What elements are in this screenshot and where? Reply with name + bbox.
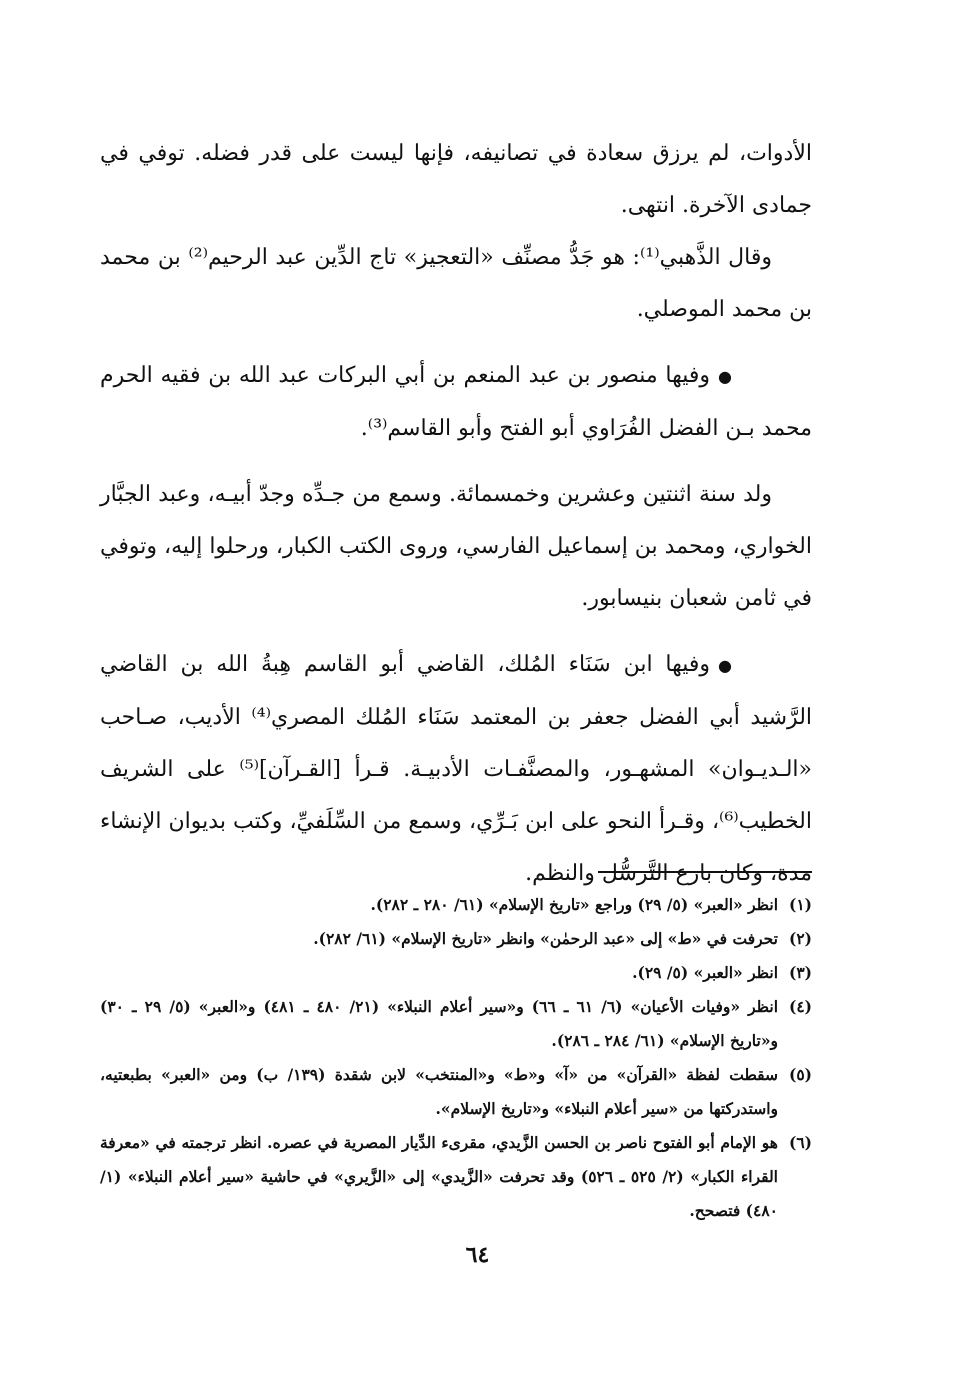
bullet-icon: ● <box>718 367 732 386</box>
paragraph-entry-ibn-sana-text: وفيها ابن سَنَاء المُلك، القاضي أبو القاسم هِبةُ الله بن القاضي الرَّشيد أبي الفضل جعفر بن المعتمد سَنَاء المُلك المصري⁽⁴⁾ الأديب، صـاحب «الـديـوان» المشهـور، والمصنَّفـات الأدبيـة. قـرأ [القـرآن]⁽⁵⁾ على الشريف الخطيب⁽⁶⁾، وقـرأ النحو على ابن بَـرِّي، وسمع من السِّلَفيِّ، وكتب بديوان الإنشاء مدة، وكان بارع التَّرسُّل والنظم. <box>100 652 813 886</box>
footnote-item <box>100 888 812 922</box>
paragraph-entry-mansur <box>100 350 812 455</box>
footnote-text: انظر «العبر» (٥/ ٢٩) وراجع «تاريخ الإسلام» (٦١/ ٢٨٠ ـ ٢٨٢). <box>370 895 778 914</box>
paragraph-continuation: الأدوات، لم يرزق سعادة في تصانيفه، فإنها ليست على قدر فضله. توفي في جمادى الآخرة. انتهى. <box>100 141 812 218</box>
footnote-text: تحرفت في «ط» إلى «عبد الرحمٰن» وانظر «تاريخ الإسلام» (٦١/ ٢٨٢). <box>313 929 778 948</box>
footnote-item <box>100 922 812 956</box>
footnote-number: (٣) <box>788 963 812 982</box>
footnote-text: سقطت لفظة «القرآن» من «آ» و«ط» و«المنتخب» لابن شقدة (١٣٩/ ب) ومن «العبر» بطبعتيه، واستدركتها من «سير أعلام النبلاء» و«تاريخ الإسلام». <box>100 1065 778 1118</box>
paragraph-entry-mansur-text: وفيها منصور بن عبد المنعم بن أبي البركات عبد الله بن فقيه الحرم محمد بـن الفضل الفُرَاوي أبو الفتح وأبو القاسم⁽³⁾. <box>100 363 812 441</box>
footnote-item <box>100 1058 812 1126</box>
paragraph-birth-details: ولد سنة اثنتين وعشرين وخمسمائة. وسمع من جـدِّه وجدّ أبيـه، وعبد الجبَّار الخواري، ومحمد بن إسماعيل الفارسي، وروى الكتب الكبار، ورحلوا إليه، وتوفي في ثامن شعبان بنيسابور. <box>100 482 812 611</box>
footnote-number: (١) <box>788 895 812 914</box>
footnote-number: (٢) <box>788 929 812 948</box>
footnotes-block <box>100 888 812 1228</box>
paragraph-entry-ibn-sana <box>100 639 812 900</box>
footnote-item <box>100 956 812 990</box>
bullet-icon: ● <box>718 656 732 675</box>
footnote-number: (٤) <box>788 997 812 1016</box>
footnote-text: انظر «وفيات الأعيان» (٦/ ٦١ ـ ٦٦) و«سير أعلام النبلاء» (٢١/ ٤٨٠ ـ ٤٨١) و«العبر» (٥/ ٢٩ ـ ٣٠) و«تاريخ الإسلام» (٦١/ ٢٨٤ ـ ٢٨٦). <box>100 997 779 1050</box>
footnote-text: انظر «العبر» (٥/ ٢٩). <box>632 963 778 982</box>
footnote-number: (٥) <box>788 1065 812 1084</box>
main-text-block <box>100 128 812 900</box>
page-number: ٦٤ <box>465 1242 490 1268</box>
footnote-number: (٦) <box>788 1133 812 1152</box>
footnote-item <box>100 990 812 1058</box>
footnote-item <box>100 1126 812 1228</box>
footnote-divider <box>598 871 812 873</box>
paragraph-dhahabi-quote: وقال الذَّهبي⁽¹⁾: هو جَدُّ مصنِّف «التعجيز» تاج الدِّين عبد الرحيم⁽²⁾ بن محمد بن محمد الموصلي. <box>100 245 812 322</box>
footnote-text: هو الإمام أبو الفتوح ناصر بن الحسن الزَّيدي، مقرىء الدِّيار المصرية في عصره. انظر ترجمته في «معرفة القراء الكبار» (٢/ ٥٢٥ ـ ٥٢٦) وقد تحرفت «الزَّيدي» إلى «الزَّيري» في حاشية «سير أعلام النبلاء» (١/ ٤٨٠) فتصحح. <box>100 1133 778 1220</box>
